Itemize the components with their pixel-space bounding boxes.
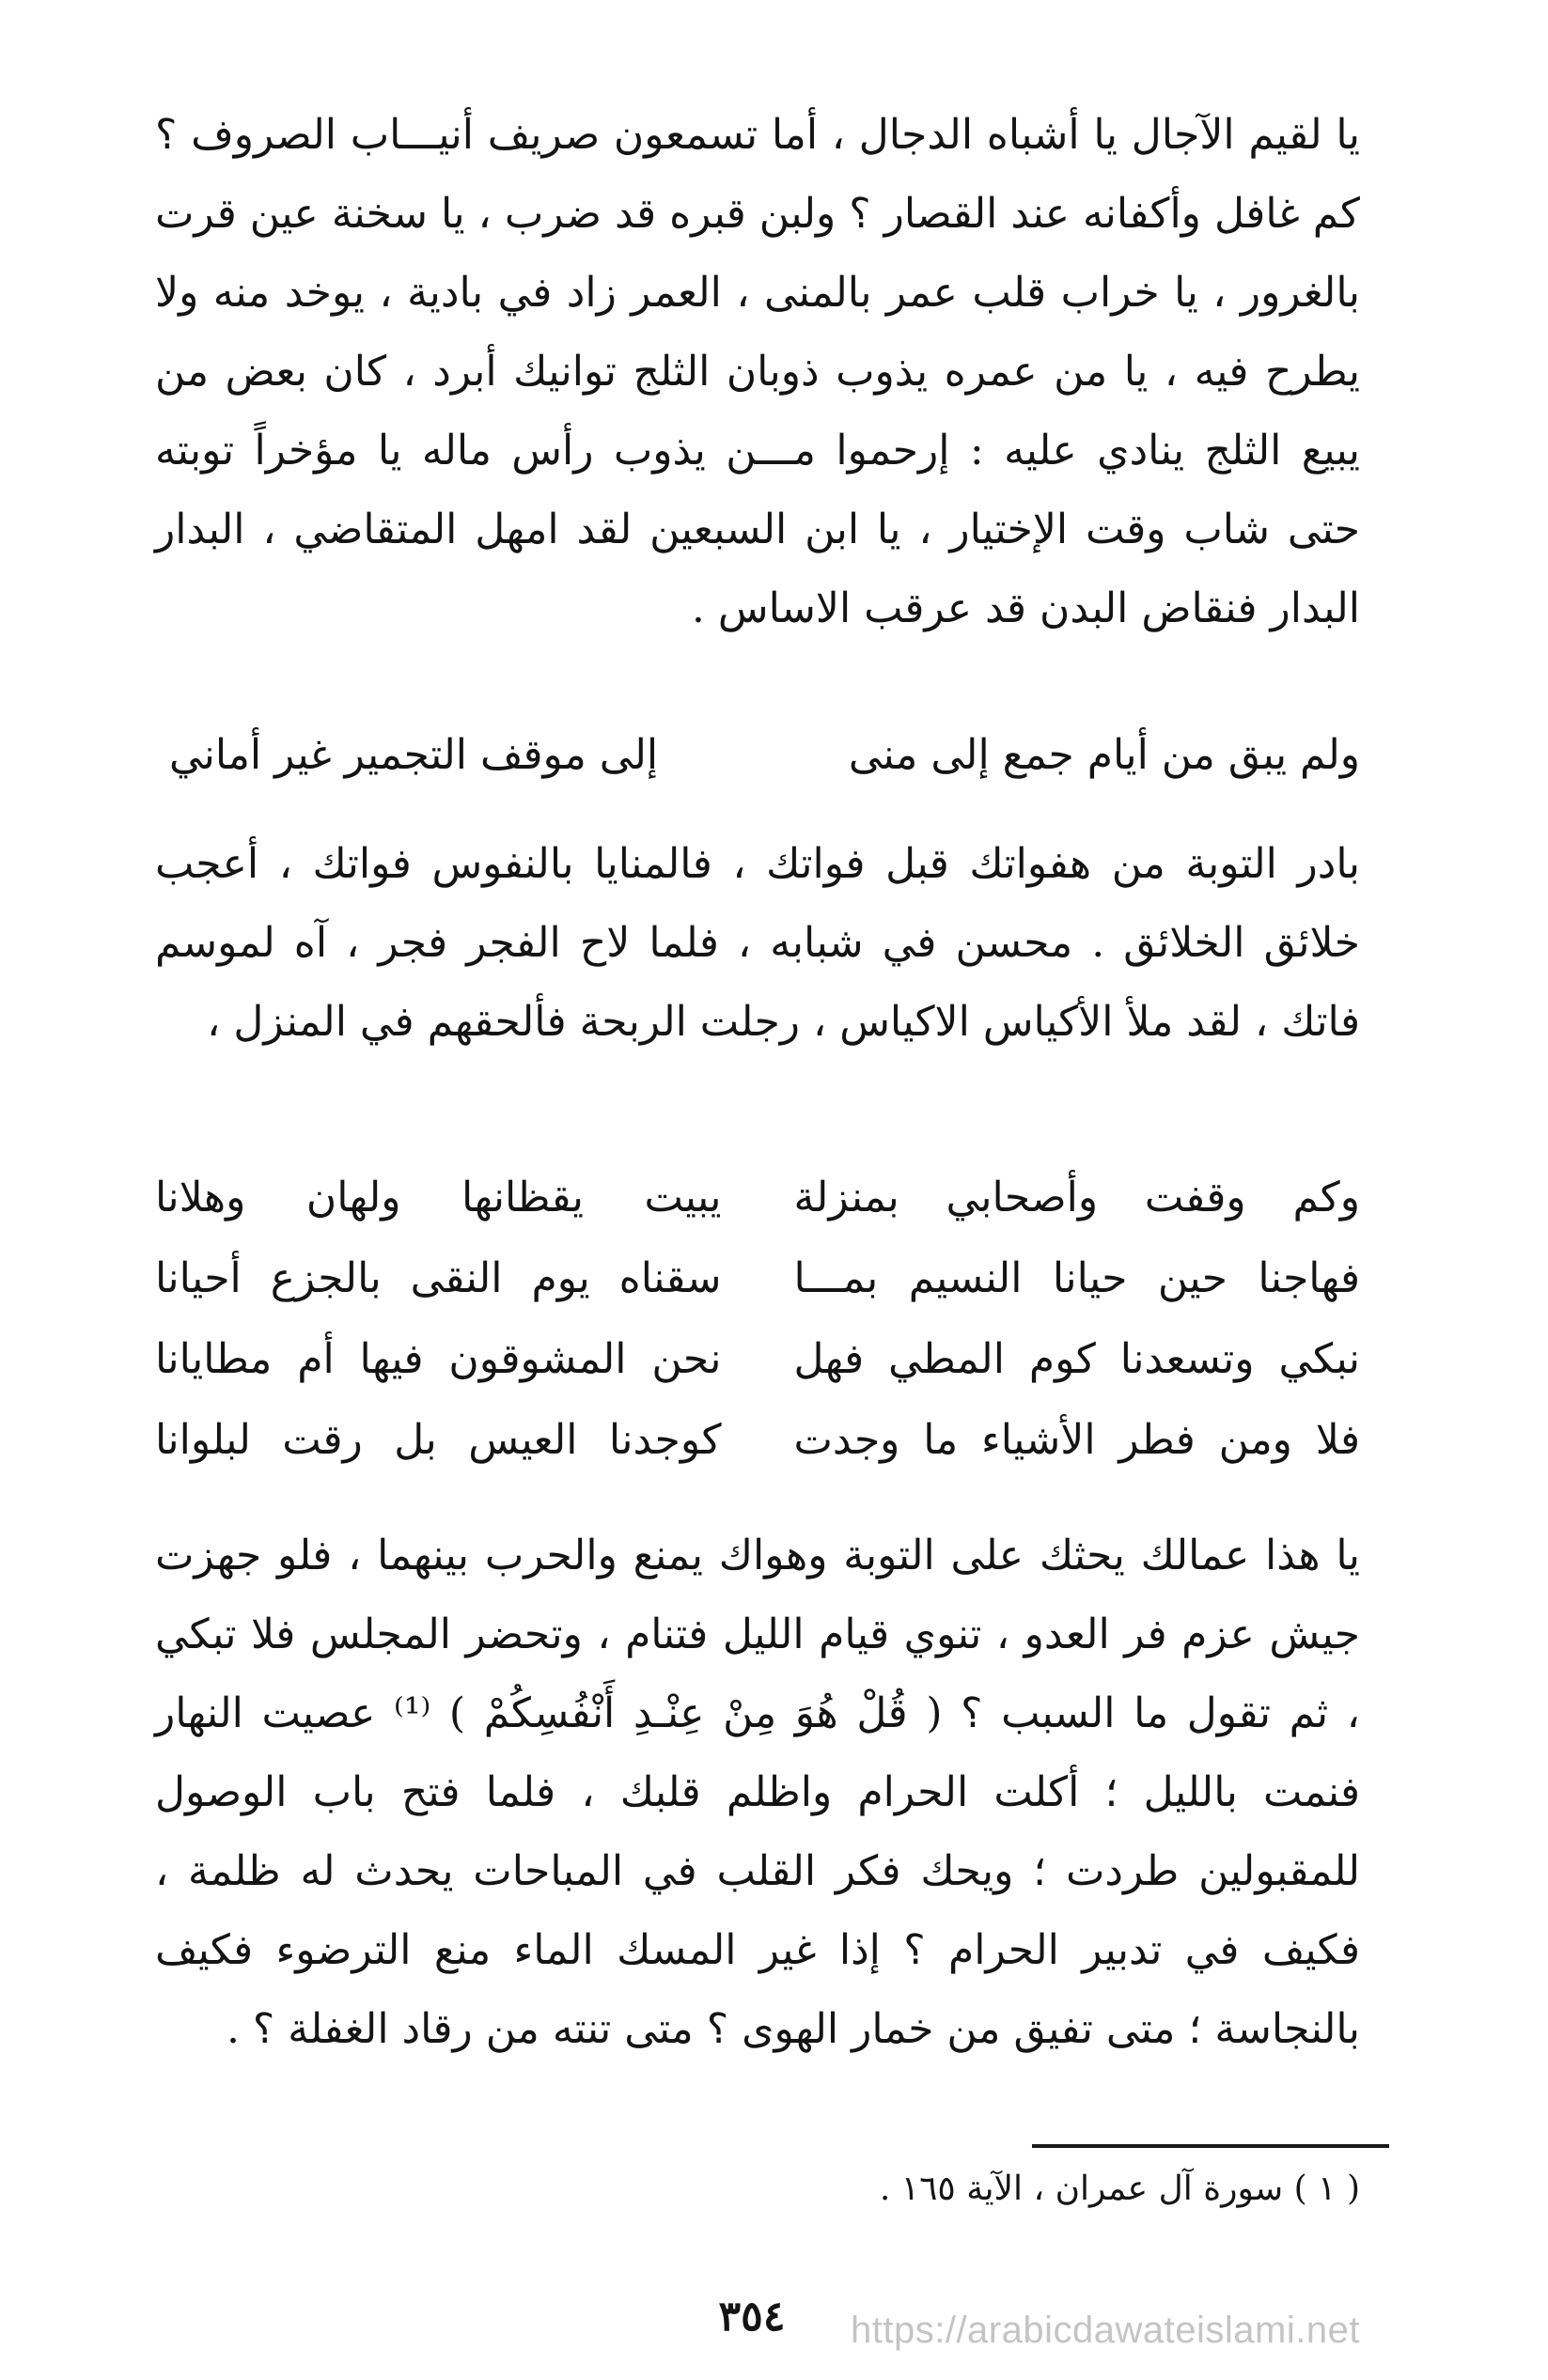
poem-verse — [155, 1158, 1360, 1238]
poem-block — [155, 1158, 1360, 1481]
verse-second-hemistich: سقناه يوم النقى بالجزع أحيانا — [155, 1254, 722, 1302]
poem-verse — [155, 1238, 1360, 1319]
verse-second-hemistich: نحن المشوقون فيها أم مطايانا — [155, 1335, 722, 1383]
single-verse — [169, 716, 1360, 795]
footnote: ( ١ ) سورة آل عمران ، الآية ١٦٥ . — [879, 2170, 1360, 2208]
poem-verse — [155, 1319, 1360, 1400]
footnote-divider — [1032, 2144, 1389, 2148]
verse-first-hemistich: ولم يبق من أيام جمع إلى منى — [848, 731, 1360, 779]
watermark-url: https://arabicdawateislami.net — [851, 2310, 1360, 2351]
verse-first-hemistich: فلا ومن فطر الأشياء ما وجدت — [793, 1416, 1360, 1464]
paragraph-3: يا هذا عمالك يحثك على التوبة وهواك يمنع والحرب بينهما ، فلو جهزت جيش عزم فر العدو ، تنوي قيام الليل فتنام ، وتحضر المجلس فلا تبكي ، ثم تقول ما السبب ؟ ( قُلْ هُوَ مِنْ عِنْـدِ أَنْفُسِكُمْ ) ⁽¹⁾ عصيت النهار فنمت بالليل ؛ أكلت الحرام واظلم قلبك ، فلما فتح باب الوصول للمقبولين طردت ؛ ويحك فكر القلب في المباحات يحدث له ظلمة ، فكيف في تدبير الحرام ؟ إذا غير المسك الماء منع الترضوء فكيف بالنجاسة ؛ متى تفيق من خمار الهوى ؟ متى تنته من رقاد الغفلة ؟ . — [155, 1532, 1360, 2053]
verse-second-hemistich: يبيت يقظانها ولهان وهلانا — [155, 1174, 722, 1221]
verse-second-hemistich: كوجدنا العيس بل رقت لبلوانا — [155, 1416, 722, 1464]
verse-first-hemistich: فهاجنا حين حيانا النسيم بمـــا — [793, 1254, 1360, 1302]
verse-first-hemistich: وكم وقفت وأصحابي بمنزلة — [793, 1174, 1360, 1221]
paragraph-1: يا لقيم الآجال يا أشباه الدجال ، أما تسمعون صريف أنيـــاب الصروف ؟ كم غافل وأكفانه عند القصار ؟ ولبن قبره قد ضرب ، يا سخنة عين قرت بالغرور ، يا خراب قلب عمر بالمنى ، العمر زاد في بادية ، يوخد منه ولا يطرح فيه ، يا من عمره يذوب ذوبان الثلج توانيك أبرد ، كان بعض من يبيع الثلج ينادي عليه : إرحموا مـــن يذوب رأس ماله يا مؤخراً توبته حتى شاب وقت الإختيار ، يا ابن السبعين لقد امهل المتقاضي ، البدار البدار فنقاض البدن قد عرقب الاساس . — [155, 111, 1360, 632]
poem-verse — [155, 1400, 1360, 1481]
verse-second-hemistich: إلى موقف التجمير غير أماني — [169, 731, 659, 779]
verse-first-hemistich: نبكي وتسعدنا كوم المطي فهل — [793, 1335, 1360, 1383]
paragraph-2: بادر التوبة من هفواتك قبل فواتك ، فالمنايا بالنفوس فواتك ، أعجب خلائق الخلائق . محسن في شبابه ، فلما لاح الفجر فجر ، آه لموسم فاتك ، لقد ملأ الأكياس الاكياس ، رجلت الربحة فألحقهم في المنزل ، — [155, 840, 1360, 1046]
page-number: ٣٥٤ — [718, 2293, 786, 2341]
